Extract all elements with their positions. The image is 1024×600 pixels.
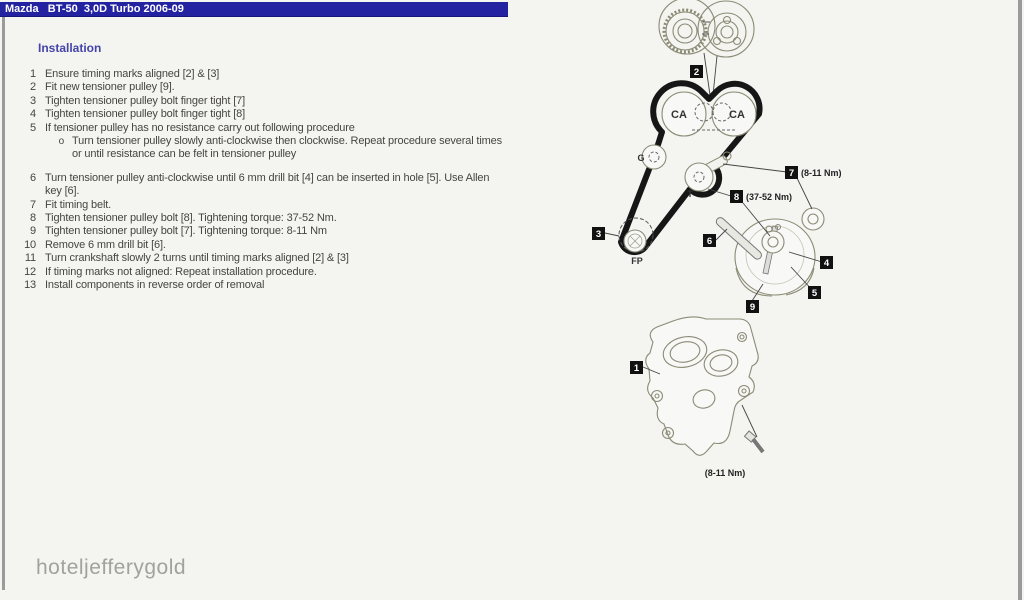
callout-3: 3 [595, 229, 602, 240]
step-number: 6 [30, 171, 36, 184]
window-right-edge [1018, 0, 1022, 600]
sub-step-row [12, 135, 517, 162]
window-title: Mazda BT-50 3,0D Turbo 2006-09 [0, 2, 508, 17]
step-text: Tighten tensioner pulley bolt finger tight [7] [45, 94, 245, 107]
step-number: 9 [30, 225, 36, 238]
step-row [12, 199, 517, 212]
callout-9: 9 [749, 302, 756, 313]
callout-7: 7 [788, 168, 795, 179]
step-text: Ensure timing marks aligned [2] & [3] [45, 68, 220, 80]
callout-2: 2 [693, 67, 700, 78]
step-row [12, 108, 517, 121]
step-number: 8 [30, 212, 36, 225]
step-number: 4 [30, 108, 36, 121]
step-row [12, 172, 517, 199]
camshaft-sprocket-detail [659, 0, 754, 57]
tensioner-pulley-label: T [687, 189, 693, 199]
callout-1: 1 [633, 363, 640, 374]
timing-cover [646, 317, 758, 455]
step-number: 3 [30, 94, 36, 107]
step-row [12, 239, 517, 252]
tensioner-assembly [715, 208, 824, 296]
step-number: 11 [24, 252, 36, 265]
step-text: Fit new tensioner pulley [9]. [45, 81, 175, 94]
step-text: If tensioner pulley has no resistance carry out following procedure [45, 121, 355, 134]
guide-pulley-label: G [637, 153, 645, 163]
callout-8: 8 [733, 192, 740, 203]
step-number: 5 [30, 121, 36, 134]
step-text: Turn tensioner pulley anti-clockwise until 6 mm drill bit [4] can be inserted in hole [5]. Use Allen key [6]. [45, 171, 490, 198]
window-left-edge [2, 16, 5, 590]
step-number: 10 [24, 238, 36, 251]
cam-right-label: CA [729, 109, 745, 121]
cover-bolt [742, 405, 763, 452]
torque-label-7: (8-11 Nm) [801, 168, 842, 178]
step-text: Tighten tensioner pulley bolt finger tight [8] [45, 108, 245, 121]
sub-step-text: Turn tensioner pulley slowly anti-clockwise then clockwise. Repeat procedure several times or until resistance can be felt in tensioner pulley [72, 135, 502, 161]
callout-5: 5 [811, 288, 818, 299]
step-text: Turn crankshaft slowly 2 turns until timing marks aligned [2] & [3] [45, 252, 349, 265]
step-row [12, 95, 517, 108]
step-row [12, 122, 517, 135]
step-row [12, 266, 517, 279]
step-row [12, 279, 517, 292]
step-number: 13 [24, 279, 36, 292]
step-number: 2 [30, 81, 36, 94]
step-number: 7 [30, 198, 36, 211]
watermark: hoteljefferygold [36, 556, 187, 579]
installation-steps-list [12, 68, 517, 293]
step-number: 1 [30, 68, 36, 80]
torque-label-8: (37-52 Nm) [746, 192, 793, 202]
step-row [12, 252, 517, 265]
torque-label-cover: (8-11 Nm) [704, 468, 746, 478]
step-text: Remove 6 mm drill bit [6]. [45, 238, 166, 251]
step-text: Tighten tensioner pulley bolt [8]. Tightening torque: 37-52 Nm. [45, 212, 337, 225]
sub-step-bullet: o [58, 136, 64, 148]
timing-belt-diagram [580, 0, 880, 500]
step-text: Tighten tensioner pulley bolt [7]. Tightening torque: 8-11 Nm [45, 225, 327, 238]
step-number: 12 [24, 265, 36, 278]
step-text: If timing marks not aligned: Repeat installation procedure. [45, 265, 317, 278]
step-row [12, 68, 517, 81]
fuel-pump-label: FP [631, 256, 643, 266]
cam-left-label: CA [671, 109, 687, 121]
step-text: Fit timing belt. [45, 198, 112, 211]
callout-6: 6 [706, 236, 713, 247]
step-row [12, 81, 517, 94]
step-text: Install components in reverse order of removal [45, 279, 265, 292]
step-row [12, 212, 517, 225]
page-title: Installation [38, 41, 102, 55]
callout-4: 4 [823, 258, 830, 269]
guide-pulley [637, 145, 666, 169]
step-row [12, 225, 517, 238]
